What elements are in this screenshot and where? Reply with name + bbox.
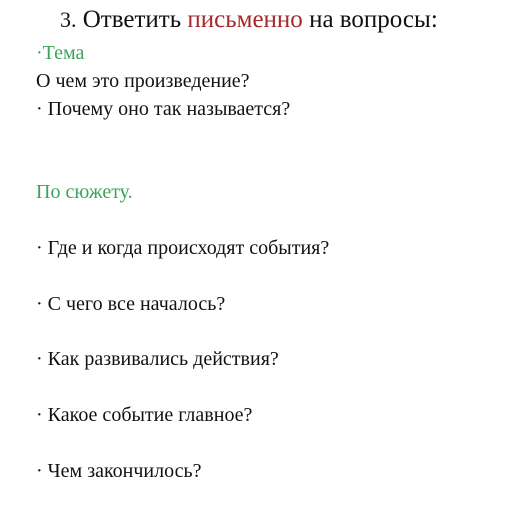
heading-highlight: письменно xyxy=(187,6,303,33)
theme-question-1: О чем это произведение? xyxy=(36,70,250,92)
theme-question-2: · Почему оно так называется? xyxy=(36,98,291,120)
heading-text-after: на вопросы: xyxy=(302,6,438,33)
plot-question-5: · Чем закончилось? xyxy=(36,460,202,482)
task-heading xyxy=(60,6,438,34)
theme-label: ·Тема xyxy=(36,42,85,64)
plot-question-1: · Где и когда происходят события? xyxy=(36,237,330,259)
plot-question-2: · С чего все началось? xyxy=(36,293,226,315)
plot-question-3: · Как развивались действия? xyxy=(36,348,279,370)
plot-question-4: · Какое событие главное? xyxy=(36,404,253,426)
plot-label: По сюжету. xyxy=(36,181,133,203)
heading-text-before: Ответить xyxy=(76,6,188,33)
task-number: 3. xyxy=(60,7,77,32)
